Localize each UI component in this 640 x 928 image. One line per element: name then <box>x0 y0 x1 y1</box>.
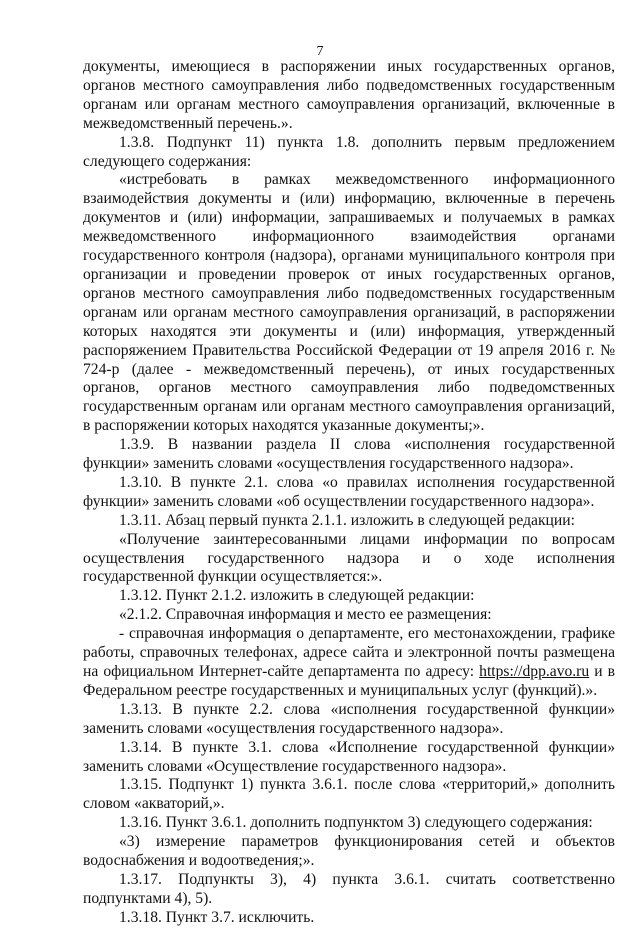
website-link[interactable]: https://dpp.avo.ru <box>479 663 590 680</box>
paragraph-1-3-17: 1.3.17. Подпункты 3), 4) пункта 3.6.1. считать соответственно подпунктами 4), 5). <box>83 870 615 907</box>
quoted-item-reference-info <box>83 625 615 701</box>
page-number: 7 <box>316 44 324 59</box>
quoted-insertion-1-3-16: «3) измерение параметров функционирования сетей и объектов водоснабжения и водоотведения;». <box>83 833 615 870</box>
paragraph-1-3-15: 1.3.15. Подпункт 1) пункта 3.6.1. после слова «территорий,» дополнить словом «акваторий,». <box>83 776 615 813</box>
reference-info-tail: и в Федеральном реестре государственных и муниципальных услуг (функций).». <box>83 663 616 699</box>
paragraph-continuation: документы, имеющиеся в распоряжении иных государственных органов, органов местного самоуправления либо подведомственных государственным органам или органам местного самоуправления организаций, включенные в межведомственный перечень.». <box>83 58 615 132</box>
document-body <box>83 58 615 928</box>
paragraph-1-3-11: 1.3.11. Абзац первый пункта 2.1.1. изложить в следующей редакции: <box>119 511 575 529</box>
quoted-heading-2-1-2: «2.1.2. Справочная информация и место ее размещения: <box>119 606 492 624</box>
paragraph-1-3-18: 1.3.18. Пункт 3.7. исключить. <box>119 908 315 926</box>
paragraph-1-3-14: 1.3.14. В пункте 3.1. слова «Исполнение государственной функции» заменить словами «Осуществление государственного надзора». <box>83 738 615 775</box>
quoted-insertion-1-3-11: «Получение заинтересованными лицами информации по вопросам осуществления государственного надзора и о ходе исполнения государственной функции осуществляется:». <box>83 530 615 586</box>
quoted-insertion-1-3-8: «истребовать в рамках межведомственного информационного взаимодействия документы и (или) информацию, включенные в перечень документов и (или) информации, запрашиваемых и получаемых в рамках межведомственного информационного взаимодействия органами государственного контроля (надзора), органами муниципального контроля при организации и проведении проверок от иных государственных органов, органов местного самоуправления либо подведомственных государственным органам или органам местного самоуправления организаций, в распоряжении которых находятся эти документы и (или) информация, утвержденный распоряжением Правительства Российской Федерации от 19 апреля 2016 г. № 724-р (далее - межведомственный перечень), от иных государственных органов, органов местного самоуправления либо подведомственных государственным органам или органам местного самоуправления организаций, в распоряжении которых находятся указанные документы;». <box>83 171 615 435</box>
paragraph-1-3-8: 1.3.8. Подпункт 11) пункта 1.8. дополнить первым предложением следующего содержания: <box>83 133 615 170</box>
paragraph-1-3-13: 1.3.13. В пункте 2.2. слова «исполнения государственной функции» заменить словами «осуществления государственного надзора». <box>83 700 615 737</box>
reference-info-text: - справочная информация о департаменте, его местонахождении, графике работы, справочных телефонах, адресе сайта и электронной почты размещена на официальном Интернет-сайте департамента по адресу: <box>83 625 615 680</box>
paragraph-1-3-12: 1.3.12. Пункт 2.1.2. изложить в следующей редакции: <box>119 587 475 605</box>
paragraph-1-3-10: 1.3.10. В пункте 2.1. слова «о правилах исполнения государственной функции» заменить словами «об осуществлении государственного надзора». <box>83 473 615 510</box>
paragraph-1-3-16: 1.3.16. Пункт 3.6.1. дополнить подпунктом 3) следующего содержания: <box>119 814 593 832</box>
paragraph-1-3-9: 1.3.9. В названии раздела II слова «исполнения государственной функции» заменить словами «осуществления государственного надзора». <box>83 436 615 473</box>
